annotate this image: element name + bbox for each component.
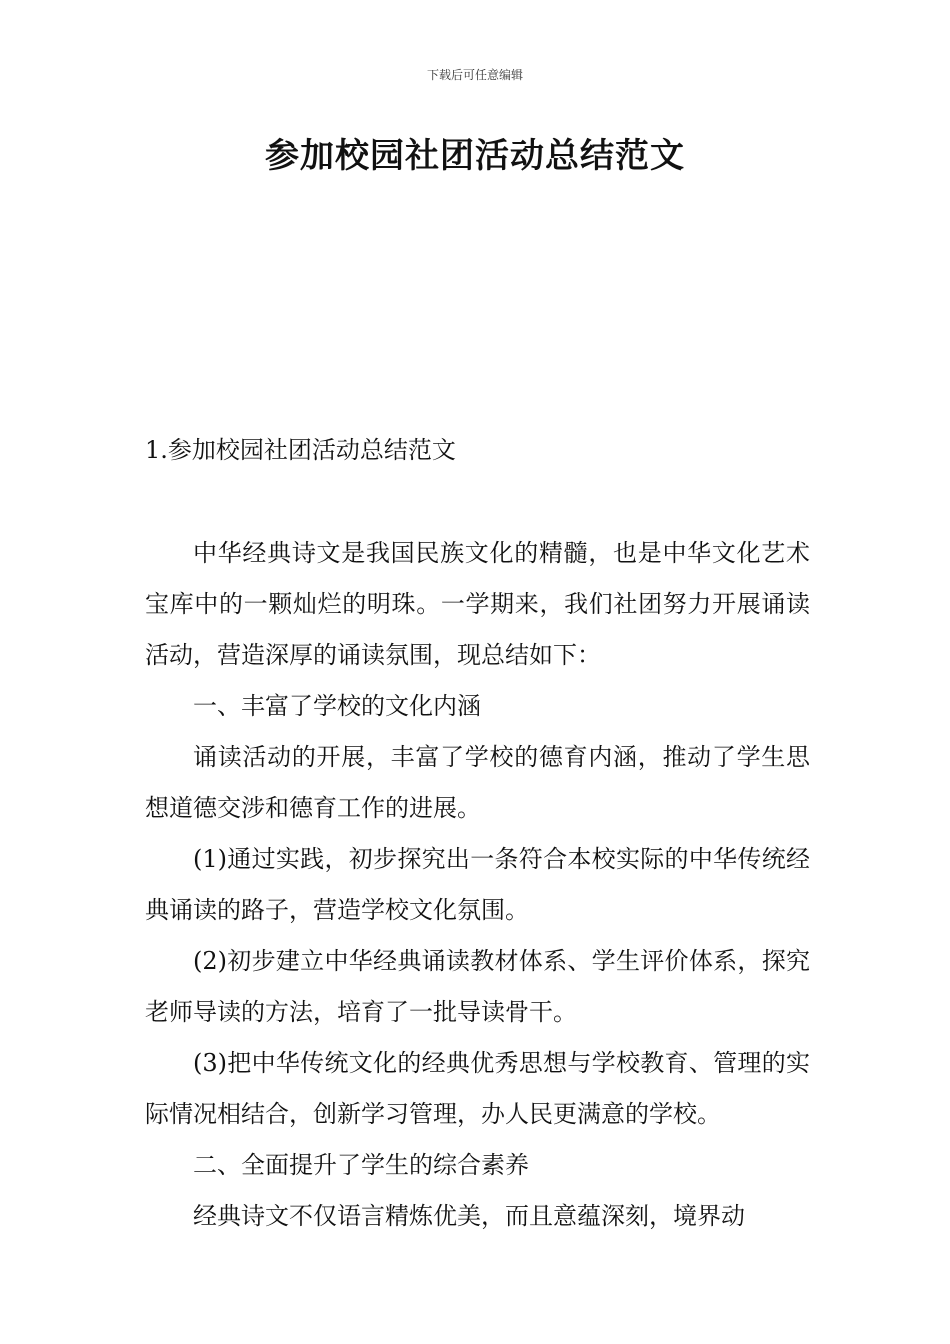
- document-body: [145, 528, 810, 1242]
- body-paragraph: 中华经典诗文是我国民族文化的精髓，也是中华文化艺术宝库中的一颗灿烂的明珠。一学期来，我们社团努力开展诵读活动，营造深厚的诵读氛围，现总结如下：: [145, 539, 810, 669]
- body-list-item: (2)初步建立中华经典诵读教材体系、学生评价体系，探究老师导读的方法，培育了一批导读骨干。: [145, 947, 810, 1026]
- body-subheading: 二、全面提升了学生的综合素养: [193, 1151, 529, 1179]
- body-paragraph: 诵读活动的开展，丰富了学校的德育内涵，推动了学生思想道德交涉和德育工作的进展。: [145, 743, 810, 822]
- section-heading: 1.参加校园社团活动总结范文: [145, 436, 456, 464]
- body-subheading: 一、丰富了学校的文化内涵: [193, 692, 481, 720]
- body-list-item: (1)通过实践，初步探究出一条符合本校实际的中华传统经典诵读的路子，营造学校文化氛围。: [145, 845, 810, 924]
- header-note: 下载后可任意编辑: [426, 68, 523, 82]
- body-list-item: (3)把中华传统文化的经典优秀思想与学校教育、管理的实际情况相结合，创新学习管理，办人民更满意的学校。: [145, 1049, 810, 1128]
- document-title: 参加校园社团活动总结范文: [265, 136, 685, 176]
- body-paragraph: 经典诗文不仅语言精炼优美，而且意蕴深刻，境界动: [193, 1202, 745, 1230]
